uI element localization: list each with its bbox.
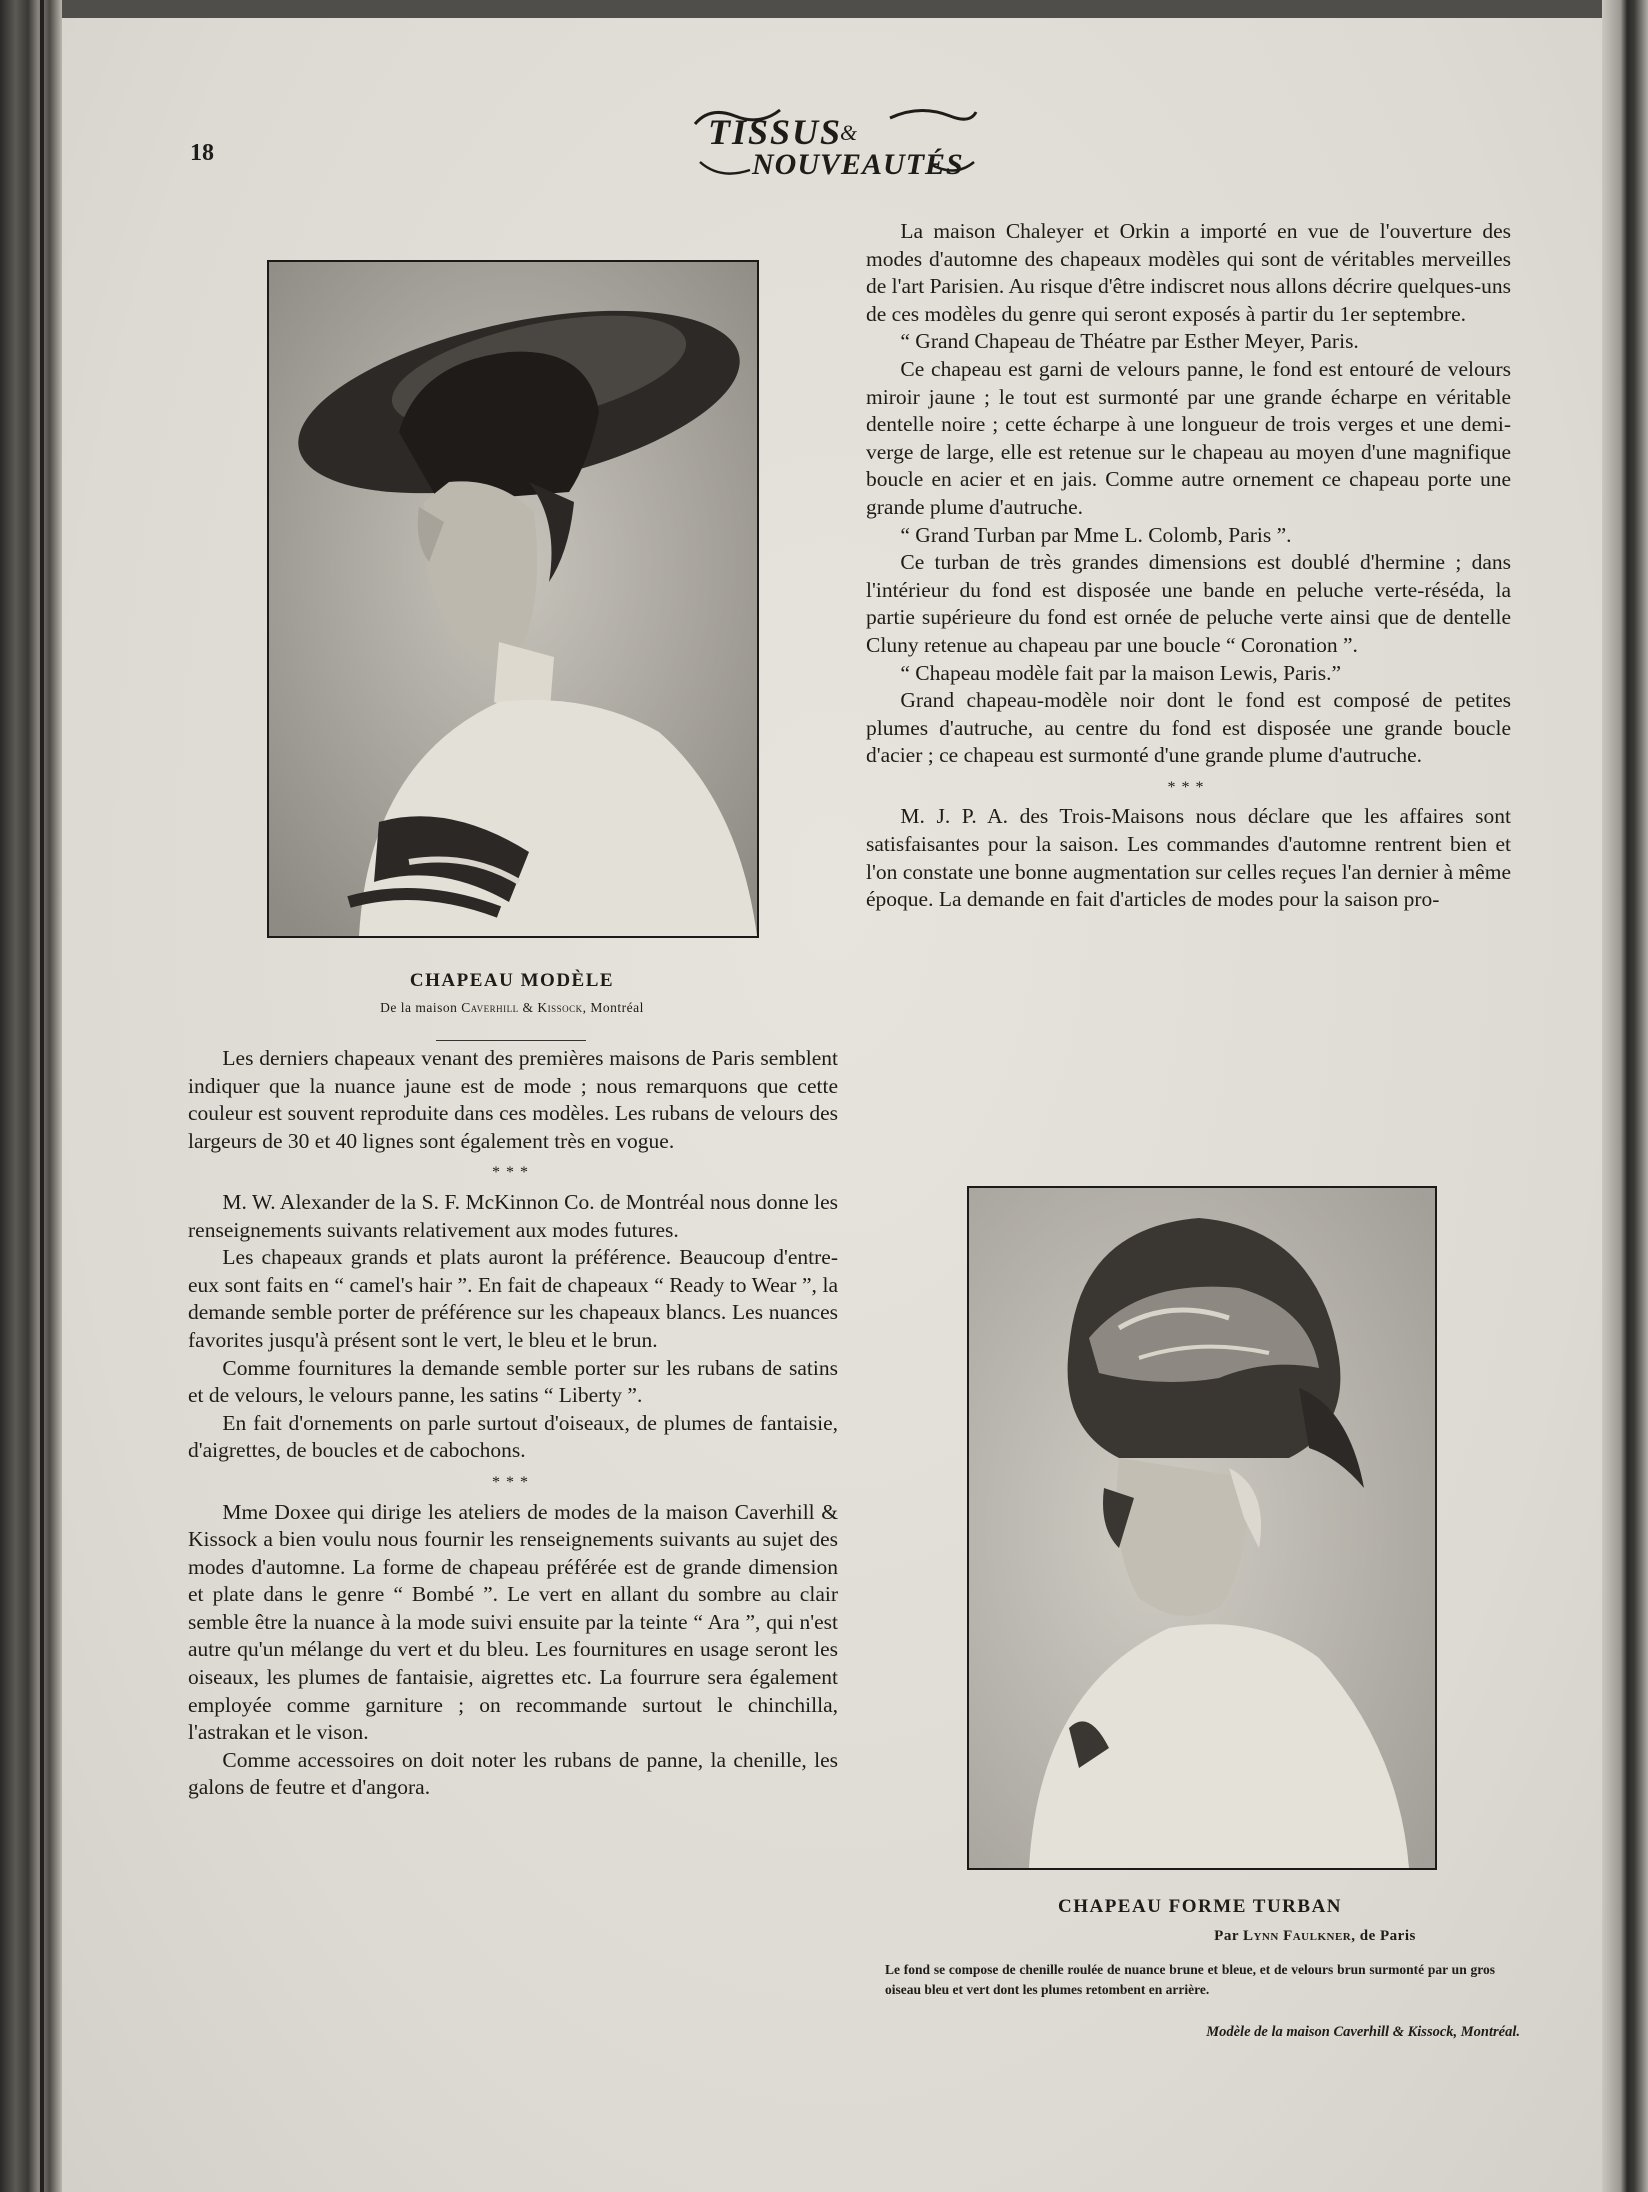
figure1-credit-house: Caverhill & Kissock: [461, 1000, 583, 1015]
figure1-rule: [436, 1040, 586, 1041]
figure2-credit: Modèle de la maison Caverhill & Kissock, Montréal.: [1206, 2024, 1520, 2040]
left-paragraph-4: Comme fournitures la demande semble porter sur les rubans de satins et de velours, le velours panne, les satins “ Liberty ”.: [188, 1355, 838, 1408]
figure1-title: CHAPEAU MODÈLE: [409, 970, 615, 991]
right-paragraph-6: “ Chapeau modèle fait par la maison Lewis, Paris.”: [900, 660, 1341, 685]
masthead-connector: &: [840, 120, 858, 145]
masthead-logo: [690, 104, 980, 182]
figure2-description: Le fond se compose de chenille roulée de nuance brune et bleue, et de velours brun surmonté par un gros oiseau bleu et vert dont les plumes retombent en arrière.: [885, 1962, 1495, 1997]
left-stars-2: ***: [492, 1473, 534, 1491]
right-column-text: [866, 218, 1511, 914]
left-paragraph-7: Comme accessoires on doit noter les rubans de panne, la chenille, les galons de feutre et d'angora.: [188, 1747, 838, 1800]
figure1-credit-prefix: De la maison: [380, 1000, 462, 1015]
photo-chapeau-forme-turban: [967, 1186, 1437, 1870]
right-paragraph-3: Ce chapeau est garni de velours panne, le fond est entouré de velours miroir jaune ; le tout est surmonté par une grande écharpe en véritable dentelle noire ; cette écharpe à une longueur de trois verges et une demi-verge de large, elle est retenue sur le chapeau au moyen d'une magnifique boucle en acier et en jais. Comme autre ornement ce chapeau porte une grande plume d'autruche.: [866, 356, 1511, 519]
right-paragraph-7: Grand chapeau-modèle noir dont le fond est composé de petites plumes d'autruche, au centre du fond est disposée une grande boucle d'acier ; ce chapeau est surmonté d'une grande plume d'autruche.: [866, 688, 1511, 768]
right-paragraph-1: La maison Chaleyer et Orkin a importé en vue de l'ouverture des modes d'automne des chapeaux modèles qui sont de véritables merveilles de l'art Parisien. Au risque d'être indiscret nous allons décrire quelques-uns de ces modèles du genre qui seront exposés à partir du 1er septembre.: [866, 219, 1511, 326]
figure1-credit-city: , Montréal: [582, 1000, 644, 1015]
figure1-credit: [260, 1000, 764, 1016]
figure2-title: CHAPEAU FORME TURBAN: [1057, 1896, 1343, 1917]
masthead-line1: TISSUS: [708, 112, 843, 152]
book-spine: [0, 0, 62, 2192]
right-stars: ***: [1167, 778, 1210, 796]
left-paragraph-1: Les derniers chapeaux venant des premières maisons de Paris semblent indiquer que la nuance jaune est de mode ; nous remarquons que cette couleur est souvent reproduite dans ces modèles. Les rubans de velours des largeurs de 30 et 40 lignes sont également très en vogue.: [188, 1046, 838, 1153]
page-number: 18: [190, 140, 214, 166]
photo-chapeau-modele: [267, 260, 759, 938]
right-paragraph-5: Ce turban de très grandes dimensions est doublé d'hermine ; dans l'intérieur du fond est disposée une bande en peluche verte-réséda, la partie supérieure du fond est ornée de peluche verte ainsi que de dentelle Cluny retenue au chapeau par une boucle “ Coronation ”.: [866, 550, 1511, 657]
figure2-byline-prefix: Par: [1214, 1928, 1243, 1944]
figure2-byline: [1150, 1928, 1480, 1945]
left-paragraph-5: En fait d'ornements on parle surtout d'oiseaux, de plumes de fantaisie, d'aigrettes, de boucles et de cabochons.: [188, 1410, 838, 1463]
right-paragraph-2: “ Grand Chapeau de Théatre par Esther Meyer, Paris.: [900, 329, 1359, 354]
masthead-line2: NOUVEAUTÉS: [752, 148, 964, 181]
left-column-text: [188, 1045, 838, 1802]
figure2-byline-city: , de Paris: [1351, 1928, 1416, 1944]
left-paragraph-3: Les chapeaux grands et plats auront la préférence. Beaucoup d'entre-eux sont faits en “ camel's hair ”. En fait de chapeaux “ Ready to Wear ”, la demande semble porter de préférence sur les chapeaux blancs. Les nuances favorites jusqu'à présent sont le vert, le bleu et le brun.: [188, 1245, 838, 1352]
scan-top-edge: [0, 0, 1648, 18]
left-paragraph-6: Mme Doxee qui dirige les ateliers de modes de la maison Caverhill & Kissock a bien voulu nous fournir les renseignements suivants au sujet des modes d'automne. La forme de chapeau préférée est de grande dimension et plate dans le genre “ Bombé ”. Le vert en allant du sombre au clair semble être la nuance à la mode suivi ensuite par la teinte “ Ara ”, qui n'est autre qu'un mélange du vert et du bleu. Les fournitures en usage seront les oiseaux, les plumes de fantaisie, aigrettes etc. La fourrure sera également employée comme garniture ; on recommande surtout le chinchilla, l'astrakan et le vison.: [188, 1499, 838, 1745]
book-right-edge: [1602, 0, 1648, 2192]
left-stars-1: ***: [492, 1164, 534, 1182]
figure2-byline-name: Lynn Faulkner: [1242, 1928, 1352, 1944]
left-paragraph-2: M. W. Alexander de la S. F. McKinnon Co. de Montréal nous donne les renseignements suivants relativement aux modes futures.: [188, 1189, 838, 1242]
right-paragraph-8: M. J. P. A. des Trois-Maisons nous déclare que les affaires sont satisfaisantes pour la saison. Les commandes d'automne rentrent bien et l'on constate une bonne augmentation sur celles reçues l'an dernier à même époque. La demande en fait d'articles de modes pour la saison pro-: [866, 804, 1511, 912]
right-paragraph-4: “ Grand Turban par Mme L. Colomb, Paris ”.: [900, 522, 1292, 547]
